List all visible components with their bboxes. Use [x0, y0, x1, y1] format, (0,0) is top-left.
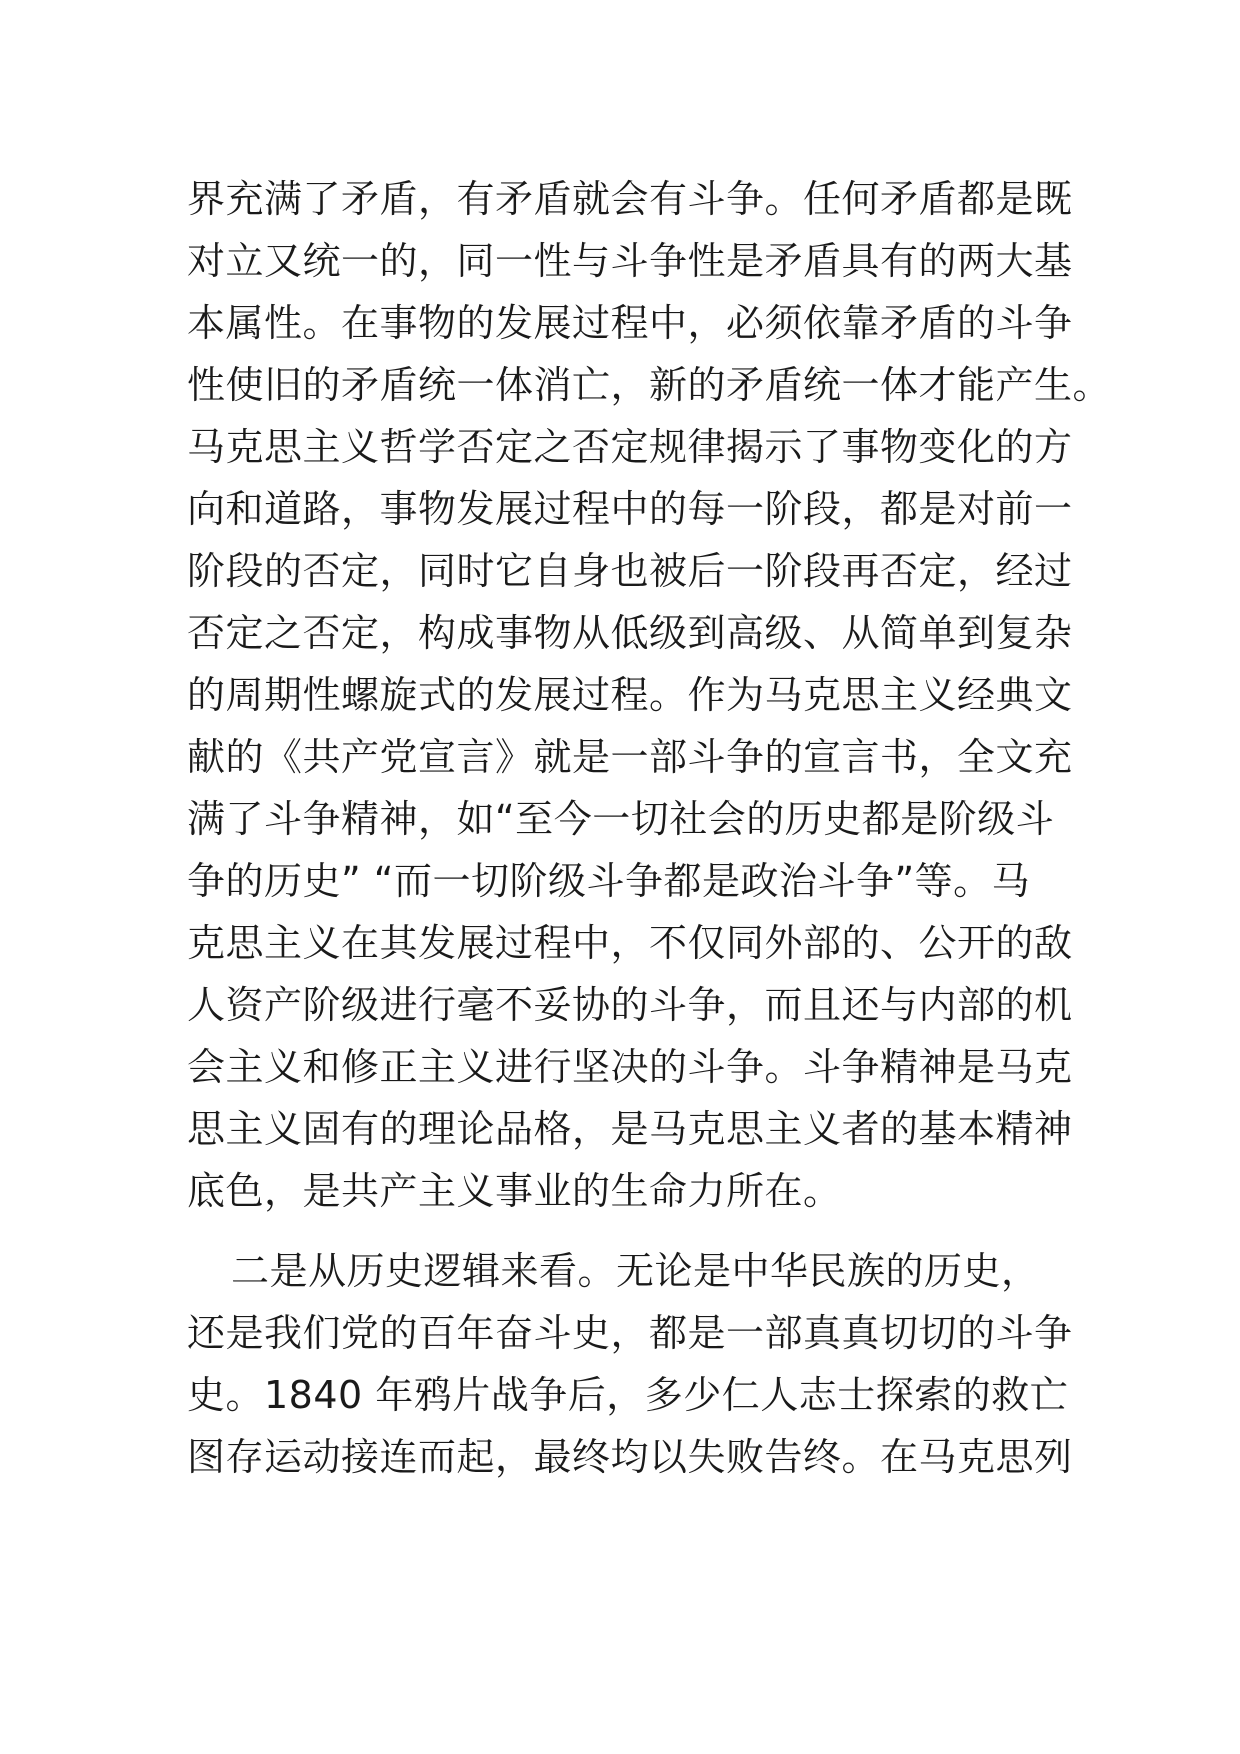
text-line: 满了斗争精神，如“至今一切社会的历史都是阶级斗: [187, 797, 1055, 841]
text-line: 争的历史” “而一切阶级斗争都是政治斗争”等。马: [187, 859, 1031, 903]
text-line: 本属性。在事物的发展过程中，必须依靠矛盾的斗争: [187, 301, 1073, 345]
text-line: 性使旧的矛盾统一体消亡，新的矛盾统一体才能产生。: [187, 363, 1112, 407]
text-line: 界充满了矛盾，有矛盾就会有斗争。任何矛盾都是既: [187, 177, 1073, 221]
text-line: 人资产阶级进行毫不妥协的斗争，而且还与内部的机: [187, 983, 1073, 1027]
text-line: 还是我们党的百年奋斗史，都是一部真真切切的斗争: [187, 1311, 1073, 1355]
paragraph-gap: [187, 1222, 1067, 1240]
text-line: 史。1840 年鸦片战争后，多少仁人志士探索的救亡: [187, 1373, 1069, 1417]
text-line: 否定之否定，构成事物从低级到高级、从简单到复杂: [187, 611, 1073, 655]
text-line: 马克思主义哲学否定之否定规律揭示了事物变化的方: [187, 425, 1073, 469]
text-line: 底色，是共产主义事业的生命力所在。: [187, 1169, 842, 1213]
text-line: 向和道路，事物发展过程中的每一阶段，都是对前一: [187, 487, 1073, 531]
text-line: 思主义固有的理论品格，是马克思主义者的基本精神: [187, 1107, 1073, 1151]
body-text: [187, 168, 1112, 1488]
text-line: 会主义和修正主义进行坚决的斗争。斗争精神是马克: [187, 1045, 1073, 1089]
text-line: 的周期性螺旋式的发展过程。作为马克思主义经典文: [187, 673, 1073, 717]
text-line: 对立又统一的，同一性与斗争性是矛盾具有的两大基: [187, 239, 1073, 283]
text-line: 图存运动接连而起，最终均以失败告终。在马克思列: [187, 1435, 1073, 1479]
text-line: 二是从历史逻辑来看。无论是中华民族的历史，: [231, 1249, 1040, 1293]
text-line: 克思主义在其发展过程中，不仅同外部的、公开的敌: [187, 921, 1073, 965]
text-line: 献的《共产党宣言》就是一部斗争的宣言书，全文充: [187, 735, 1073, 779]
text-line: 阶段的否定，同时它自身也被后一阶段再否定，经过: [187, 549, 1073, 593]
